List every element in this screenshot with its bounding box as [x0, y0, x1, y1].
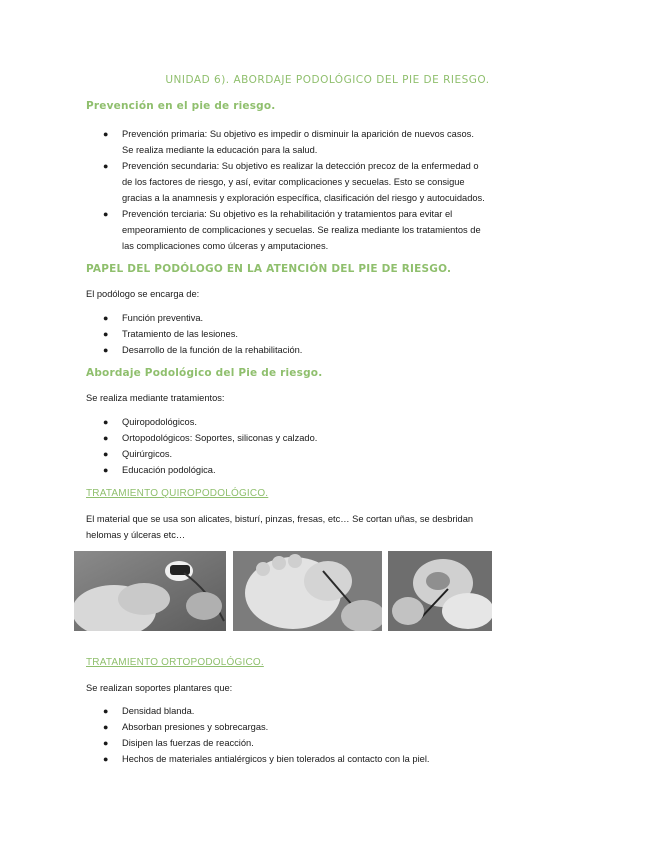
papel-intro: El podólogo se encarga de:: [86, 289, 200, 299]
list-item: ● Desarrollo de la función de la rehabilitación.: [86, 342, 516, 358]
list-item: ● Función preventiva.: [86, 310, 516, 326]
section-heading-papel: PAPEL DEL PODÓLOGO EN LA ATENCIÓN DEL PIE DE RIESGO.: [86, 263, 452, 275]
bullet-icon: ●: [103, 313, 109, 323]
papel-list: [86, 310, 516, 358]
list-item: ● Prevención primaria: Su objetivo es impedir o disminuir la aparición de nuevos casos. Se realiza mediante la educación para la salud.: [86, 126, 516, 158]
bullet-icon: ●: [103, 161, 109, 171]
section-heading-quiro: TRATAMIENTO QUIROPODOLÓGICO.: [86, 488, 269, 499]
list-item: ● Tratamiento de las lesiones.: [86, 326, 516, 342]
list-item: ● Educación podológica.: [86, 462, 516, 478]
list-item: ● Absorban presiones y sobrecargas.: [86, 719, 526, 735]
list-item: ● Ortopodológicos: Soportes, siliconas y calzado.: [86, 430, 516, 446]
photo-foot-sole: [233, 551, 382, 631]
list-item: ● Disipen las fuerzas de reacción.: [86, 735, 526, 751]
bullet-icon: ●: [103, 433, 109, 443]
list-item: ● Quirúrgicos.: [86, 446, 516, 462]
bullet-icon: ●: [103, 465, 109, 475]
list-item: ● Quiropodológicos.: [86, 414, 516, 430]
orto-list: [86, 703, 526, 767]
bullet-icon: ●: [103, 345, 109, 355]
abordaje-intro: Se realiza mediante tratamientos:: [86, 393, 225, 403]
bullet-icon: ●: [103, 449, 109, 459]
orto-intro: Se realizan soportes plantares que:: [86, 683, 233, 693]
section-heading-prevencion: Prevención en el pie de riesgo.: [86, 100, 276, 112]
bullet-icon: ●: [103, 329, 109, 339]
section-heading-abordaje: Abordaje Podológico del Pie de riesgo.: [86, 367, 323, 379]
bullet-icon: ●: [103, 706, 109, 716]
section-heading-orto: TRATAMIENTO ORTOPODOLÓGICO.: [86, 657, 264, 668]
bullet-icon: ●: [103, 209, 109, 219]
list-item: ● Prevención terciaria: Su objetivo es la rehabilitación y tratamientos para evitar el empeoramiento de complicaciones y secuelas. Se realiza mediante los tratamientos de las complicaciones como úlceras y amputaciones.: [86, 206, 516, 254]
prevencion-list: [86, 126, 516, 254]
document-title: UNIDAD 6). ABORDAJE PODOLÓGICO DEL PIE DE RIESGO.: [165, 74, 490, 86]
bullet-icon: ●: [103, 722, 109, 732]
photo-nail-clipping: [74, 551, 226, 631]
photo-ulcer-treatment: [388, 551, 492, 631]
list-item: ● Prevención secundaria: Su objetivo es realizar la detección precoz de la enfermedad o de los factores de riesgo, y así, evitar complicaciones y secuelas. Esto se consigue gracias a la anamnesis y exploración específica, clasificación del riesgo y autocuidados.: [86, 158, 516, 206]
bullet-icon: ●: [103, 754, 109, 764]
list-item: ● Densidad blanda.: [86, 703, 526, 719]
quiro-paragraph: El material que se usa son alicates, bisturí, pinzas, fresas, etc… Se cortan uñas, se desbridan helomas y úlceras etc…: [86, 514, 474, 540]
list-item: ● Hechos de materiales antialérgicos y bien tolerados al contacto con la piel.: [86, 751, 526, 767]
abordaje-list: [86, 414, 516, 478]
bullet-icon: ●: [103, 129, 109, 139]
bullet-icon: ●: [103, 738, 109, 748]
bullet-icon: ●: [103, 417, 109, 427]
